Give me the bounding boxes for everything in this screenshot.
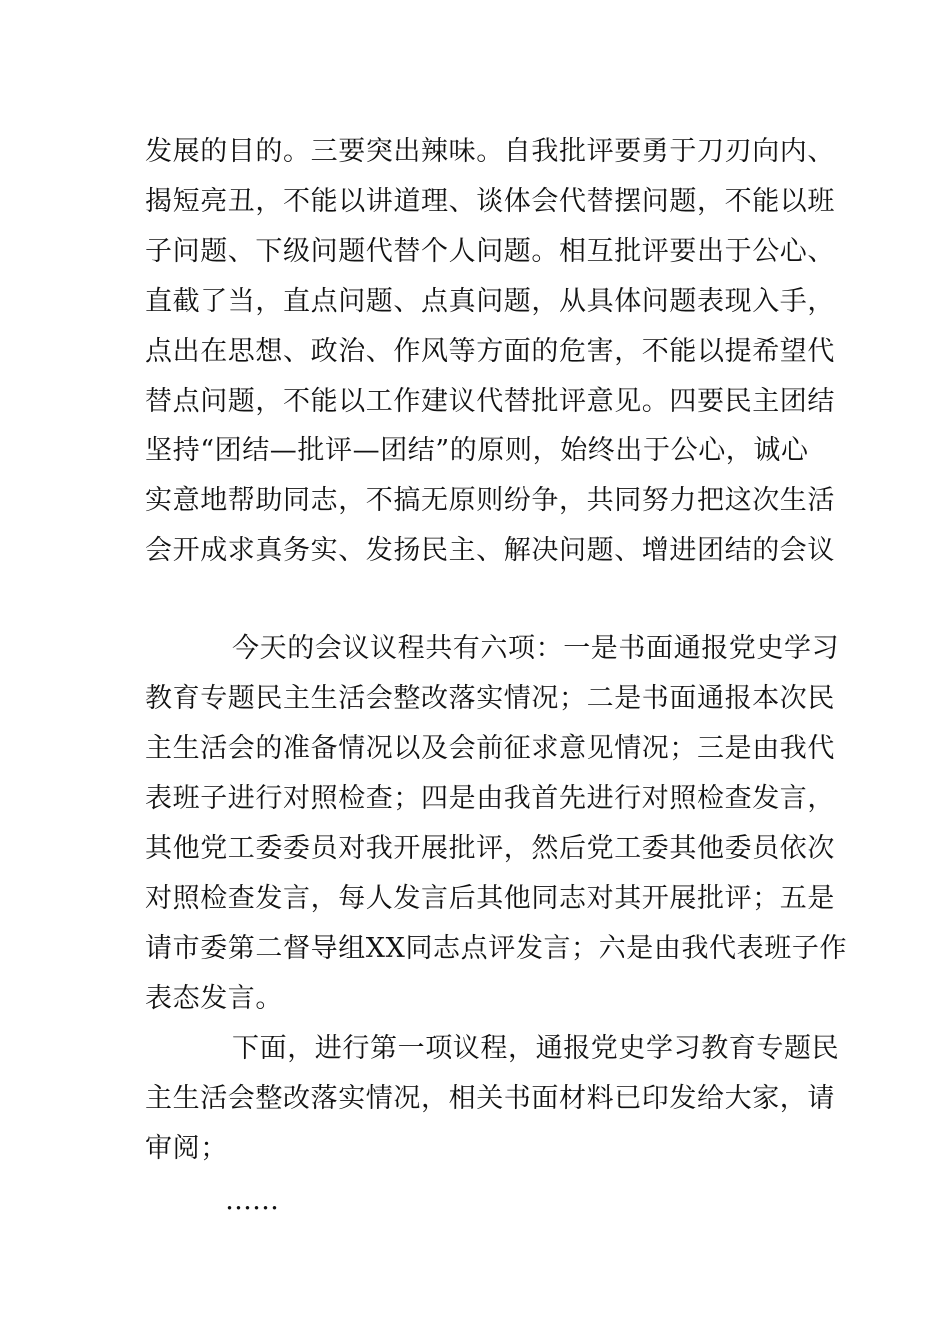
paragraph-line: 其他党工委委员对我开展批评，然后党工委其他委员依次 [145,833,835,864]
paragraph-line: 表态发言。 [145,983,283,1014]
paragraph-line: 请市委第二督导组XX同志点评发言；六是由我代表班子作 [145,933,848,964]
paragraph-line: 今天的会议议程共有六项：一是书面通报党史学习 [232,633,840,664]
paragraph-line: 坚持“团结—批评—团结”的原则，始终出于公心，诚心 [145,435,809,466]
paragraph-line: 主生活会的准备情况以及会前征求意见情况；三是由我代 [145,733,835,764]
paragraph-line: 子问题、下级问题代替个人问题。相互批评要出于公心、 [145,236,835,267]
paragraph-line: 对照检查发言，每人发言后其他同志对其开展批评；五是 [145,883,835,914]
paragraph-line: 替点问题，不能以工作建议代替批评意见。四要民主团结 [145,386,835,417]
paragraph-line: 实意地帮助同志，不搞无原则纷争，共同努力把这次生活 [145,485,835,516]
paragraph-line: 下面，进行第一项议程，通报党史学习教育专题民 [232,1033,840,1064]
paragraph-line: 表班子进行对照检查；四是由我首先进行对照检查发言， [145,783,835,814]
paragraph-line: 会开成求真务实、发扬民主、解决问题、增进团结的会议 [145,535,835,566]
paragraph-line: 审阅； [145,1133,228,1164]
paragraph-line: 点出在思想、政治、作风等方面的危害，不能以提希望代 [145,336,835,367]
paragraph-line: 揭短亮丑，不能以讲道理、谈体会代替摆问题，不能以班 [145,186,835,217]
ellipsis-text: …… [225,1185,279,1216]
paragraph-line: 发展的目的。三要突出辣味。自我批评要勇于刀刃向内、 [145,136,835,167]
paragraph-line: 教育专题民主生活会整改落实情况；二是书面通报本次民 [145,683,835,714]
paragraph-line: 直截了当，直点问题、点真问题，从具体问题表现入手， [145,286,835,317]
paragraph-line: 主生活会整改落实情况，相关书面材料已印发给大家，请 [145,1083,835,1114]
